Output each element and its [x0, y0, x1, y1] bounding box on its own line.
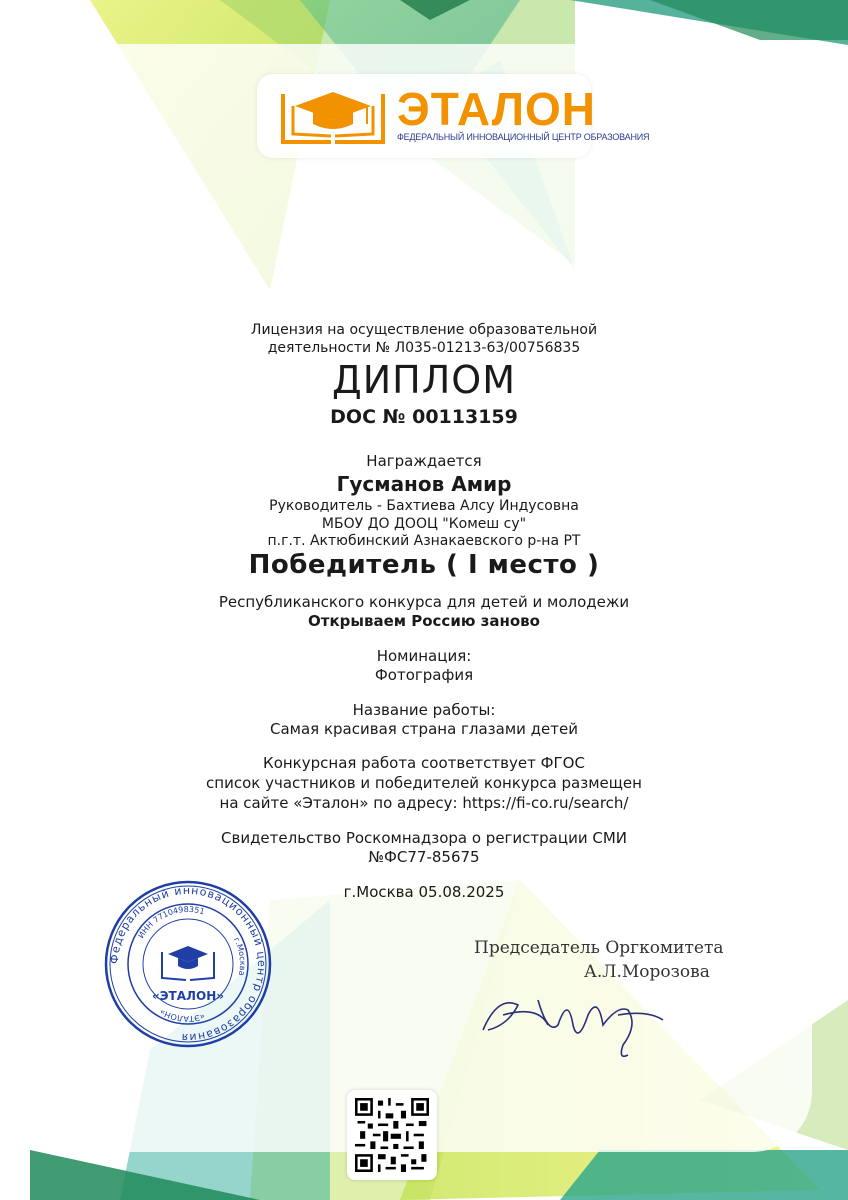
contest-name: Открываем Россию заново	[308, 612, 540, 630]
awarded-label: Награждается	[366, 452, 482, 470]
stamp-inner-left: «ЭТАЛОН»	[158, 1007, 206, 1024]
stamp-inn: ИНН 7710498351	[136, 904, 206, 940]
organization-stamp	[104, 880, 272, 1048]
contest-description: Республиканского конкурса для детей и молодежи	[218, 593, 630, 611]
logo-title: ЭТАЛОН	[397, 83, 596, 135]
work-title: Самая красивая страна глазами детей	[270, 720, 578, 738]
logo-subtitle: ФЕДЕРАЛЬНЫЙ ИННОВАЦИОННЫЙ ЦЕНТР ОБРАЗОВАНИЯ	[397, 132, 650, 142]
recipient-name: Гусманов Амир	[336, 472, 512, 496]
participants-note: список участников и победителей конкурса размещен	[206, 774, 642, 792]
logo-block	[257, 74, 650, 158]
work-label: Название работы:	[352, 701, 496, 719]
signature-name: А.Л.Морозова	[584, 962, 710, 982]
doc-number: DOC № 00113159	[330, 406, 518, 428]
place-date: г.Москва 05.08.2025	[343, 883, 505, 901]
registration-line-2: №ФС77-85675	[368, 848, 480, 866]
nomination-label: Номинация:	[376, 647, 472, 665]
supervisor: Руководитель - Бахтиева Алсу Индусовна	[269, 498, 579, 514]
graduation-cap-book-icon	[275, 84, 391, 150]
site-note: на сайте «Эталон» по адресу: https://fi-co.ru/search/	[219, 794, 629, 812]
stamp-ring-text: Федеральный инновационный центр образования	[107, 883, 269, 1045]
license-line-2: деятельности № Л035-01213-63/00756835	[267, 340, 581, 356]
diploma-title: ДИПЛОМ	[332, 358, 516, 402]
qr-code-icon	[355, 1098, 429, 1172]
license-line-1: Лицензия на осуществление образовательной	[250, 322, 598, 338]
locality: п.г.т. Актюбинский Азнакаевского р-на РТ	[267, 533, 581, 549]
stamp-cap-icon	[162, 946, 214, 980]
signature-title: Председатель Оргкомитета	[474, 938, 724, 958]
registration-line-1: Свидетельство Роскомнадзора о регистрации СМИ	[221, 829, 627, 847]
stamp-center-text: «ЭТАЛОН»	[152, 989, 224, 1003]
svg-text:г.Москва	[232, 936, 247, 977]
place-title: Победитель ( I место )	[248, 550, 600, 580]
svg-text:«ЭТАЛОН»	[158, 1007, 206, 1023]
handwritten-signature	[478, 985, 678, 1065]
institution: МБОУ ДО ДООЦ "Комеш су"	[321, 516, 527, 532]
fgos-note: Конкурсная работа соответствует ФГОС	[263, 754, 585, 772]
qr-code[interactable]	[347, 1090, 437, 1180]
stamp-city: г.Москва	[231, 935, 248, 977]
nomination-value: Фотография	[374, 666, 474, 684]
